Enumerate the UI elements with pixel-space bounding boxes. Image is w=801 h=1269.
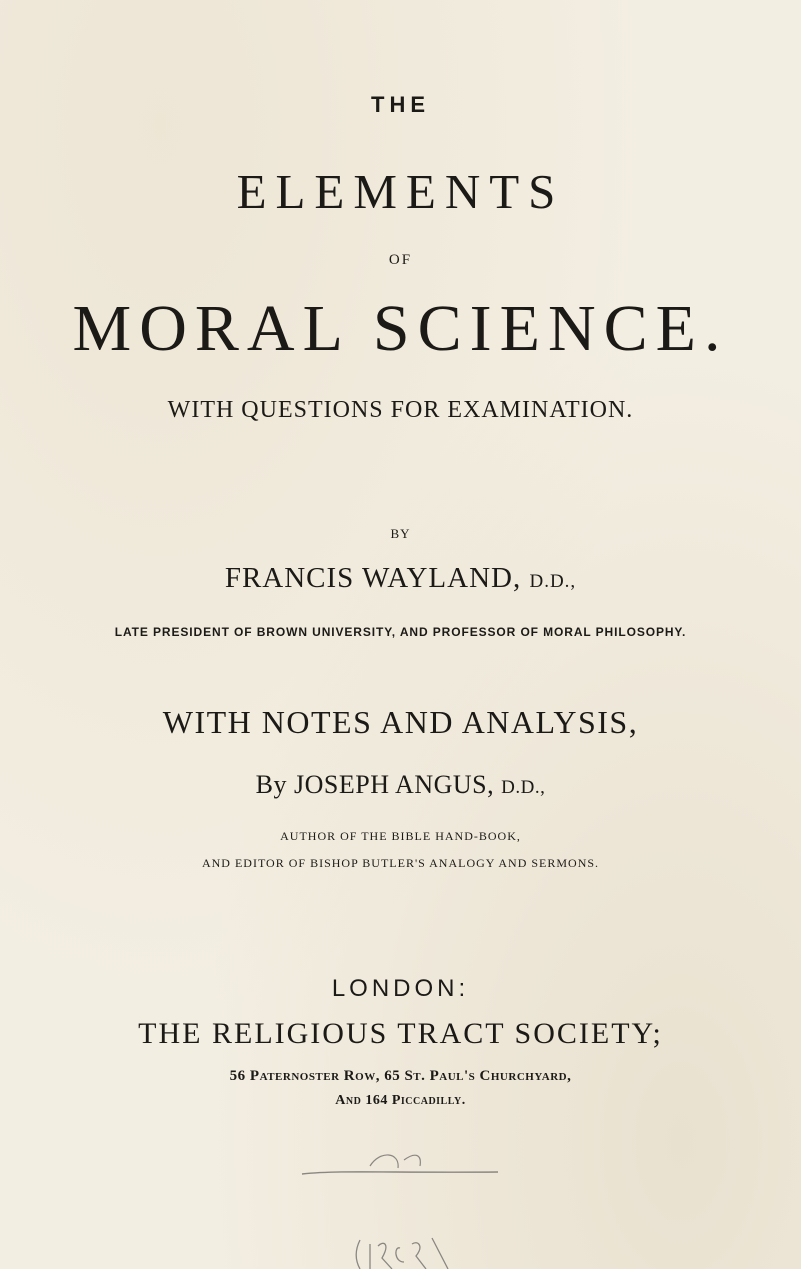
imprint-city: LONDON: — [331, 975, 470, 1002]
author-description: LATE PRESIDENT OF BROWN UNIVERSITY, AND PROFESSOR OF MORAL PHILOSOPHY. — [114, 625, 687, 639]
editor-line — [0, 770, 801, 800]
notes-heading: WITH NOTES AND ANALYSIS, — [162, 704, 639, 740]
main-title: MORAL SCIENCE. — [72, 292, 729, 365]
pencil-scribble — [370, 1155, 420, 1168]
editor-degree: D.D., — [501, 777, 546, 798]
author-name: FRANCIS WAYLAND, — [224, 562, 522, 594]
pencil-shelfmark-glyphs — [356, 1238, 448, 1269]
pencil-line — [302, 1172, 498, 1174]
elements-heading: ELEMENTS — [236, 164, 565, 219]
by-label: BY — [390, 526, 411, 541]
the-heading: THE — [371, 92, 430, 117]
subtitle: WITH QUESTIONS FOR EXAMINATION. — [167, 397, 634, 423]
editor-description-2: AND EDITOR OF BISHOP BUTLER'S ANALOGY AND SERMONS. — [201, 856, 600, 870]
imprint-address-2: And 164 Piccadilly. — [335, 1093, 466, 1108]
imprint-publisher: THE RELIGIOUS TRACT SOCIETY; — [138, 1017, 663, 1050]
pencil-shelfmark — [300, 1140, 500, 1269]
editor-name: JOSEPH ANGUS, — [294, 770, 495, 799]
imprint-address-1: 56 Paternoster Row, 65 St. Paul's Churchyard, — [229, 1068, 572, 1084]
author-degree: D.D., — [529, 571, 577, 592]
of-word: OF — [388, 252, 413, 268]
editor-by: By — [255, 770, 288, 799]
author-line — [0, 562, 801, 595]
editor-description-1: AUTHOR OF THE BIBLE HAND-BOOK, — [280, 829, 521, 843]
